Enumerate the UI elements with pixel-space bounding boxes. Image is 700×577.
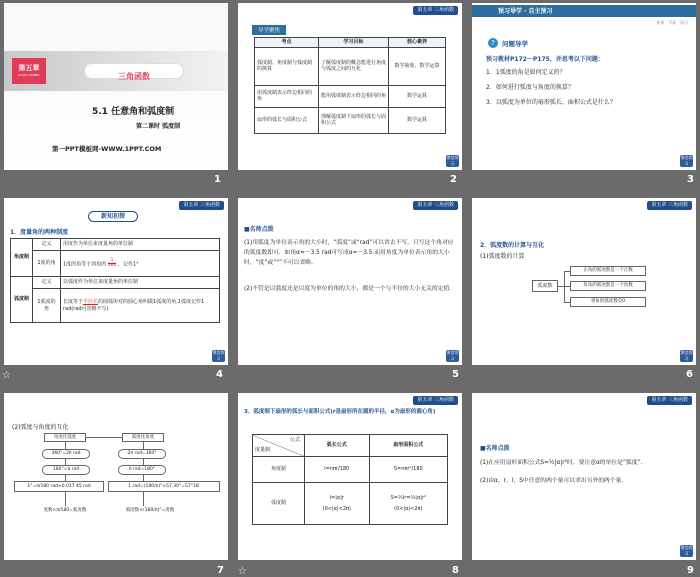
formula-box: 1°=π/180 rad≈0.017 45 rad xyxy=(14,481,104,492)
chapter-title-box: 三角函数 xyxy=(84,63,184,79)
formula-box: 180°=π rad xyxy=(42,465,90,475)
col-header: 考点 xyxy=(255,38,319,48)
formula-box: π rad=180° xyxy=(118,465,166,475)
chapter-badge: 第五章 三角函数 xyxy=(647,201,692,210)
angle-systems-table xyxy=(10,238,220,323)
section-heading: (2)弧度与角度的互化 xyxy=(12,424,69,431)
chapter-badge: 第五章 三角函数 xyxy=(179,201,224,210)
section-heading: 2．弧度数的计算与互化 xyxy=(480,242,545,249)
formula-box: 2π rad=360° xyxy=(118,449,166,459)
slide-number: 4 xyxy=(216,369,223,380)
table-row: 角度制 l=nπr/180 S=nπr²/180 xyxy=(253,457,448,483)
sub-badge: 新课 · 学案 · 预习 xyxy=(656,20,688,25)
flow-box: 弧度化角度 xyxy=(122,433,164,442)
slide-number: 3 xyxy=(687,174,694,185)
table-row: 公式 度量制 弧长公式 扇形面积公式 xyxy=(253,435,448,457)
slide-2[interactable] xyxy=(238,3,462,170)
table-row: 扇形的弧长与面积公式 理解弧度制下扇形的弧长与面积公式 数学运算 xyxy=(255,107,446,133)
flow-box: 角度化弧度 xyxy=(44,433,86,442)
chapter-badge: 第五章 DI WU ZHANG xyxy=(12,58,46,84)
slide-number: 7 xyxy=(217,565,224,576)
formula-box: 1 rad=(180/π)°≈57.30°=57°18′ xyxy=(108,481,220,492)
objectives-table xyxy=(254,37,446,134)
table-row: 弧度制 定义 以弧度作为单位来度量角的单位制 xyxy=(11,277,220,289)
nav-button[interactable]: 课堂练习 xyxy=(212,350,225,361)
section-heading: 3．弧度制下扇形的弧长与面积公式(r是扇形所在圆的半径，α为扇形的圆心角) xyxy=(244,409,436,415)
list-item: 负角的弧度数是一个负数 xyxy=(570,281,646,291)
slide-4[interactable] xyxy=(4,198,228,365)
question-item: 1．1弧度的角是如何定义的？ xyxy=(486,69,566,76)
question-icon: ? xyxy=(488,38,498,48)
sub-heading: (1)弧度数的计算 xyxy=(480,253,525,260)
slide-number: 9 xyxy=(687,565,694,576)
col-header: 核心素养 xyxy=(389,38,446,48)
section-heading: 1．度量角的两种制度 xyxy=(10,229,69,236)
slide-number: 8 xyxy=(452,565,459,576)
formula-box: 弧度数×(180/π)°=度数 xyxy=(108,506,192,517)
tip-line: (2)由α，r，l，S中任意的两个量可以求出另外的两个量. xyxy=(480,478,624,484)
fraction: $\frac{1}{360}$ xyxy=(107,257,117,268)
connector-line xyxy=(564,271,565,303)
list-item: 正角的弧度数是一个正数 xyxy=(570,266,646,276)
connector-line xyxy=(86,437,122,438)
question-item: 3．以弧度为单位的扇形弧长、面积公式是什么？ xyxy=(486,99,616,106)
slide-7[interactable] xyxy=(4,393,228,560)
tip-body-2: (2)不管是以弧度还是以度为单位的角的大小，都是一个与半径的大小无关的定值. xyxy=(244,286,452,292)
slide-1[interactable] xyxy=(4,3,228,170)
connector-line xyxy=(65,492,66,506)
slide-8[interactable] xyxy=(238,393,462,560)
chapter-badge: 第五章 三角函数 xyxy=(647,396,692,405)
section-title: 5.1 任意角和弧度制 xyxy=(92,107,175,117)
nav-button[interactable]: 课堂练习 xyxy=(680,350,693,361)
website-text: 第一PPT模板网-WWW.1PPT.COM xyxy=(52,145,162,153)
slide-number: 2 xyxy=(450,174,457,185)
question-intro: 预习教材P172～P175，并思考以下问题： xyxy=(486,56,604,63)
slide-6[interactable] xyxy=(472,198,696,365)
slide-number: 5 xyxy=(452,369,459,380)
formula-box: 度数×π/180=弧度数 xyxy=(28,506,102,517)
tip-body: (1)用弧度为单位表示角的大小时，“弧度”或“rad”可以省去不写，只写这个角对应的弧度数即可．如角α=－3.5 rad可写成α=－3.5.而用角度为单位表示角的大小时，“度”或“°”不可以省略. xyxy=(244,240,454,267)
tip-title: ■名师点拨 xyxy=(244,226,274,233)
table-row: 角度制 定义 用度作为单位来度量角的单位制 xyxy=(11,239,220,251)
connector-line xyxy=(143,442,144,449)
center-box: 弧度数 xyxy=(532,280,558,292)
table-row: 1弧度的角 长度等于半径长的圆弧所对的圆心角叫做1弧度的角,1弧度记作1 rad(rad可省略不写) xyxy=(11,289,220,323)
question-item: 2．如何进行弧度与角度的换算？ xyxy=(486,84,574,91)
slide-3[interactable] xyxy=(472,3,696,170)
star-icon: ☆ xyxy=(238,566,247,577)
chapter-badge: 第五章 三角函数 xyxy=(413,6,458,15)
header-tab: 导学聚焦 xyxy=(252,25,286,35)
slide-9[interactable] xyxy=(472,393,696,560)
table-row: 用弧度制表示终边相同的角 能用弧度制表示终边相同的角 数学运算 xyxy=(255,85,446,107)
formula-box: 360°=2π rad xyxy=(42,449,90,459)
tip-title: ■名师点拨 xyxy=(480,445,510,452)
list-item: 零角的弧度数是0 xyxy=(570,297,646,307)
sector-formula-table xyxy=(252,434,448,525)
nav-button[interactable]: 课堂练习 xyxy=(446,155,459,166)
chapter-badge: 第五章 三角函数 xyxy=(413,201,458,210)
chapter-badge: 第五章 三角函数 xyxy=(413,396,458,405)
header-tab: 预习导学 · 自主预习 xyxy=(498,8,553,15)
nav-button[interactable]: 课堂练习 xyxy=(446,350,459,361)
star-icon: ☆ xyxy=(2,370,11,381)
connector-line xyxy=(65,442,66,449)
table-row: 弧度制、角度制与弧度制的换算 了解弧度制的概念能进行角度与弧度之间的互化 数学抽象、数学运算 xyxy=(255,47,446,85)
table-row: 1度的角 1度的角等于周角的 $\frac{1}{360}$ ，记作1° xyxy=(11,251,220,277)
slide-number: 6 xyxy=(686,369,693,380)
tip-line: (1)在应用扇形面积公式S=½|α|r²时，要注意α的单位是“弧度”． xyxy=(480,460,647,466)
connector-line xyxy=(143,492,144,506)
col-header: 学习目标 xyxy=(319,38,389,48)
slide-5[interactable] xyxy=(238,198,462,365)
nav-button[interactable]: 课堂练习 xyxy=(680,545,693,556)
lesson-title: 第二课时 弧度制 xyxy=(136,123,181,130)
question-title: 问题导学 xyxy=(502,40,528,48)
nav-button[interactable]: 课堂练习 xyxy=(680,155,693,166)
slide-number: 1 xyxy=(214,174,221,185)
section-tab: 新知初探 xyxy=(88,211,138,222)
table-row: 弧度制 l=|α|r (0<|α|<2π) S=½lr=½|α|r² (0<|α|<2π) xyxy=(253,483,448,525)
